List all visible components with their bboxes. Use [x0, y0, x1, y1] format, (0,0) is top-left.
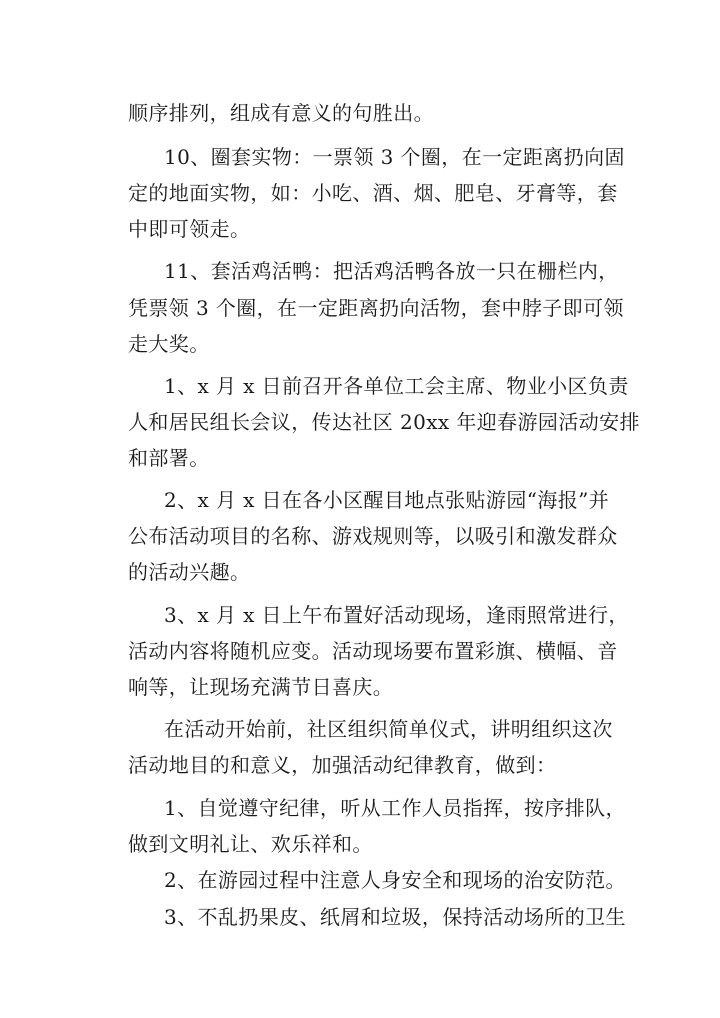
text-line: 做到文明礼让、欢乐祥和。 [128, 832, 373, 856]
text-line: 和部署。 [128, 446, 210, 470]
text-line: 中即可领走。 [128, 217, 251, 241]
text-line: 活动内容将随机应变。活动现场要布置彩旗、横幅、音 [128, 639, 618, 663]
text-line: 顺序排列，组成有意义的句胜出。 [128, 101, 434, 125]
text-line: 凭票领 3 个圈，在一定距离扔向活物，套中脖子即可领 [128, 296, 624, 320]
paragraph-line: 在活动开始前，社区组织简单仪式，讲明组织这次 [164, 717, 613, 741]
paragraph-line: 3、x 月 x 日上午布置好活动现场，逢雨照常进行， [164, 603, 629, 627]
paragraph-line: 2、x 月 x 日在各小区醒目地点张贴游园“海报”并 [164, 488, 610, 512]
paragraph-line: 1、自觉遵守纪律，听从工作人员指挥，按序排队， [164, 796, 626, 820]
paragraph-line: 3、不乱扔果皮、纸屑和垃圾，保持活动场所的卫生 [164, 905, 626, 929]
text-line: 公布活动项目的名称、游戏规则等，以吸引和激发群众 [128, 524, 618, 548]
paragraph-line: 10、圈套实物：一票领 3 个圈，在一定距离扔向固 [164, 145, 625, 169]
text-line: 定的地面实物，如：小吃、酒、烟、肥皂、牙膏等，套 [128, 181, 618, 205]
text-line: 人和居民组长会议，传达社区 20xx 年迎春游园活动安排 [128, 410, 640, 434]
text-line: 的活动兴趣。 [128, 560, 251, 584]
text-line: 响等，让现场充满节日喜庆。 [128, 675, 394, 699]
paragraph-line: 11、套活鸡活鸭：把活鸡活鸭各放一只在栅栏内， [164, 259, 619, 283]
paragraph-line: 2、在游园过程中注意人身安全和现场的治安防范。 [164, 868, 626, 892]
text-line: 走大奖。 [128, 332, 210, 356]
text-line: 活动地目的和意义，加强活动纪律教育，做到： [128, 753, 557, 777]
paragraph-line: 1、x 月 x 日前召开各单位工会主席、物业小区负责 [164, 374, 629, 398]
